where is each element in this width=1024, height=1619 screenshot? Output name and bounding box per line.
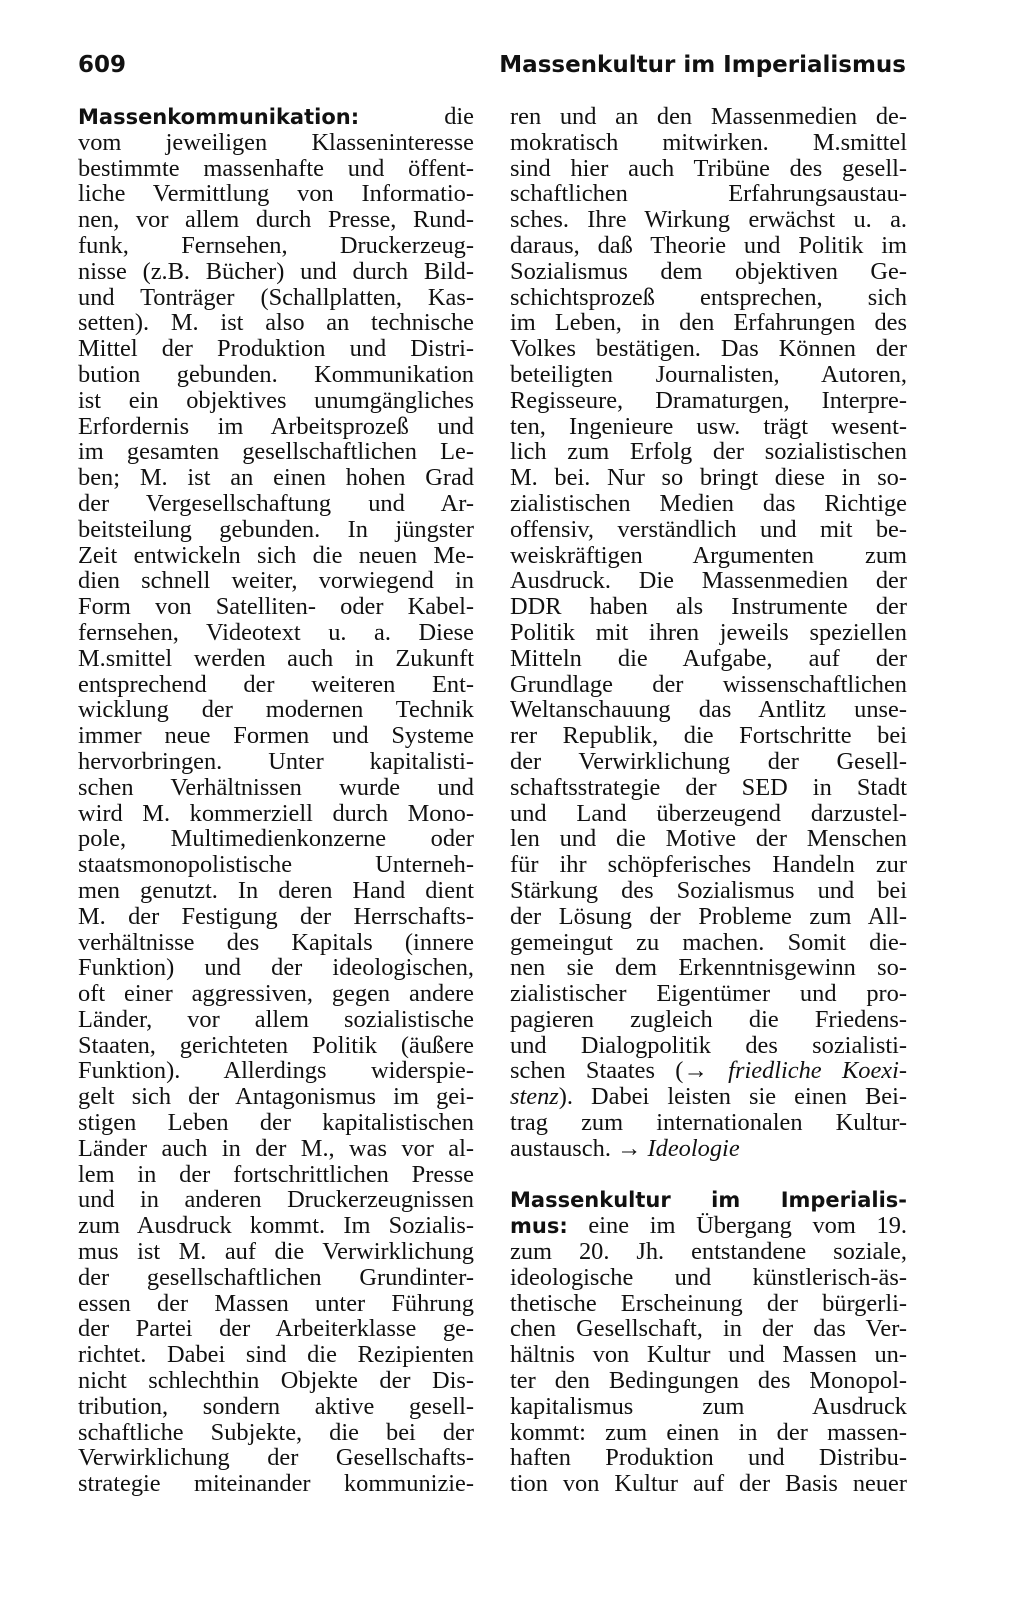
text-line: schaftliche Subjekte, die bei der bbox=[78, 1418, 474, 1446]
text-line: offensiv, verständlich und mit be- bbox=[510, 515, 907, 543]
headword-massenkultur-end: mus: bbox=[510, 1214, 568, 1239]
text-line: Mitteln die Aufgabe, auf der bbox=[510, 644, 907, 672]
text-line: nen, vor allem durch Presse, Rund- bbox=[78, 206, 474, 234]
text-line: M.smittel werden auch in Zukunft bbox=[78, 644, 474, 672]
text-line: chen Gesellschaft, in der das Ver- bbox=[510, 1315, 907, 1343]
text-line: und in anderen Druckerzeugnissen bbox=[78, 1186, 474, 1214]
text-line: zum 20. Jh. entstandene soziale, bbox=[510, 1238, 907, 1266]
cross-reference-koexistenz-end: stenz bbox=[510, 1083, 559, 1111]
text-line: ter den Bedingungen des Monopol- bbox=[510, 1367, 907, 1395]
text-line: Verwirklichung der Gesellschafts- bbox=[78, 1444, 474, 1472]
text-line: sches. Ihre Wirkung erwächst u. a. bbox=[510, 206, 907, 234]
arrow-icon: → bbox=[683, 1057, 708, 1085]
text-line: kommt: zum einen in der massen- bbox=[510, 1418, 907, 1446]
running-head: Massenkultur im Imperialismus bbox=[499, 52, 906, 78]
text-line: stenz). Dabei leisten sie einen Bei- bbox=[510, 1083, 907, 1111]
text-line: staatsmonopolistische Unterneh- bbox=[78, 851, 474, 879]
text-line: zialistischer Eigentümer und pro- bbox=[510, 980, 907, 1008]
text-line: der Lösung der Probleme zum All- bbox=[510, 902, 907, 930]
text-line: zum Ausdruck kommt. Im Sozialis- bbox=[78, 1212, 474, 1240]
text-line: Ausdruck. Die Massenmedien der bbox=[510, 567, 907, 595]
text-line: bution gebunden. Kommunikation bbox=[78, 360, 474, 388]
text-line: wird M. kommerziell durch Mono- bbox=[78, 799, 474, 827]
text-line: nicht schlechthin Objekte der Dis- bbox=[78, 1367, 474, 1395]
text-line: für ihr schöpferisches Handeln zur bbox=[510, 851, 907, 879]
text-line: schaftlichen Erfahrungsaustau- bbox=[510, 180, 907, 208]
text-line: bestimmte massenhafte und öffent- bbox=[78, 154, 474, 182]
text-line: Weltanschauung das Antlitz unse- bbox=[510, 696, 907, 724]
text-line: ist ein objektives unumgängliches bbox=[78, 386, 474, 414]
text-line: der Partei der Arbeiterklasse ge- bbox=[78, 1315, 474, 1343]
text-line: thetische Erscheinung der bürgerli- bbox=[510, 1289, 907, 1317]
text-line: austausch. → Ideologie bbox=[510, 1134, 740, 1162]
text-line: nen sie dem Erkenntnisgewinn so- bbox=[510, 954, 907, 982]
text-line: liche Vermittlung von Informatio- bbox=[78, 180, 474, 208]
text-line: Erfordernis im Arbeitsprozeß und bbox=[78, 412, 474, 440]
text-line: Stärkung des Sozialismus und bei bbox=[510, 876, 907, 904]
text-line: tribution, sondern aktive gesell- bbox=[78, 1392, 474, 1420]
text-line: stigen Leben der kapitalistischen bbox=[78, 1109, 474, 1137]
text-line: strategie miteinander kommunizie- bbox=[78, 1470, 474, 1498]
text-line: pagieren zugleich die Friedens- bbox=[510, 1005, 907, 1033]
headword-massenkommunikation: Massenkommunikation: bbox=[78, 105, 360, 129]
entry-body-right bbox=[510, 104, 907, 1058]
entry-separator bbox=[510, 1162, 907, 1188]
text-line: beitsteilung gebunden. In jüngster bbox=[78, 515, 474, 543]
text-line: Politik mit ihren jeweils speziellen bbox=[510, 618, 907, 646]
text-line: Funktion) und der ideologischen, bbox=[78, 954, 474, 982]
text-line: Grundlage der wissenschaftlichen bbox=[510, 670, 907, 698]
page-number: 609 bbox=[78, 52, 127, 78]
text-line: Regisseure, Dramaturgen, Interpre- bbox=[510, 386, 907, 414]
text-line: richtet. Dabei sind die Rezipienten bbox=[78, 1341, 474, 1369]
text-line: dien schnell weiter, vorwiegend in bbox=[78, 567, 474, 595]
text-line: fernsehen, Videotext u. a. Diese bbox=[78, 618, 474, 646]
text-line: rer Republik, die Fortschritte bei bbox=[510, 722, 907, 750]
text-line: und Land überzeugend darzustel- bbox=[510, 799, 907, 827]
text-line: im Leben, in den Erfahrungen des bbox=[510, 309, 907, 337]
text-line: DDR haben als Instrumente der bbox=[510, 593, 907, 621]
text-line: M. der Festigung der Herrschafts- bbox=[78, 902, 474, 930]
text-line: nisse (z.B. Bücher) und durch Bild- bbox=[78, 257, 474, 285]
text-line: schen Verhältnissen wurde und bbox=[78, 773, 474, 801]
text-line: der Vergesellschaftung und Ar- bbox=[78, 489, 474, 517]
text-line: vom jeweiligen Klasseninteresse bbox=[78, 128, 474, 156]
right-column bbox=[510, 104, 907, 1497]
entry2-first-line bbox=[510, 1187, 907, 1213]
text-line: im gesamten gesellschaftlichen Le- bbox=[78, 438, 474, 466]
text-line: hervorbringen. Unter kapitalisti- bbox=[78, 747, 474, 775]
text-line: ideologische und künstlerisch-äs- bbox=[510, 1263, 907, 1291]
text-line: wicklung der modernen Technik bbox=[78, 696, 474, 724]
text-line: Staaten, gerichteten Politik (äußere bbox=[78, 1031, 474, 1059]
entry2-body bbox=[510, 1239, 907, 1497]
text-line: Volkes bestätigen. Das Können der bbox=[510, 335, 907, 363]
text-line: gelt sich der Antagonismus im gei- bbox=[78, 1083, 474, 1111]
text-line: haften Produktion und Distribu- bbox=[510, 1444, 907, 1472]
text-line: schaftsstrategie der SED in Stadt bbox=[510, 773, 907, 801]
text-line: essen der Massen unter Führung bbox=[78, 1289, 474, 1317]
text-line: Zeit entwickeln sich die neuen Me- bbox=[78, 541, 474, 569]
cross-reference-friedliche-koexistenz: friedliche Koexi- bbox=[728, 1057, 907, 1085]
text-line: oft einer aggressiven, gegen andere bbox=[78, 980, 474, 1008]
page-header bbox=[78, 52, 906, 92]
text-line: Funktion). Allerdings widerspie- bbox=[78, 1057, 474, 1085]
headword-massenkultur: Massenkultur im Imperialis- bbox=[510, 1188, 907, 1213]
text-line: Länder auch in der M., was vor al- bbox=[78, 1134, 474, 1162]
text-line: Sozialismus dem objektiven Ge- bbox=[510, 257, 907, 285]
left-column bbox=[78, 104, 474, 1497]
text-line: Form von Satelliten- oder Kabel- bbox=[78, 593, 474, 621]
entry2-second-line: mus: eine im Übergang vom 19. bbox=[510, 1212, 907, 1240]
text-line: sind hier auch Tribüne des gesell- bbox=[510, 154, 907, 182]
text-line: setten). M. ist also an technische bbox=[78, 309, 474, 337]
text-line: funk, Fernsehen, Druckerzeug- bbox=[78, 231, 474, 259]
text-line: kapitalismus zum Ausdruck bbox=[510, 1392, 907, 1420]
text-line: lem in der fortschrittlichen Presse bbox=[78, 1160, 474, 1188]
text-line: pole, Multimedienkonzerne oder bbox=[78, 825, 474, 853]
text-line: und Tonträger (Schallplatten, Kas- bbox=[78, 283, 474, 311]
text-line: lich zum Erfolg der sozialistischen bbox=[510, 438, 907, 466]
text-line: immer neue Formen und Systeme bbox=[78, 722, 474, 750]
text-line: gemeingut zu machen. Somit die- bbox=[510, 928, 907, 956]
text-line: daraus, daß Theorie und Politik im bbox=[510, 231, 907, 259]
text-line: Länder, vor allem sozialistische bbox=[78, 1005, 474, 1033]
text-line: schen Staates (→ friedliche Koexi- bbox=[510, 1057, 907, 1085]
text-line: und Dialogpolitik des sozialisti- bbox=[510, 1031, 907, 1059]
text-line: verhältnisse des Kapitals (innere bbox=[78, 928, 474, 956]
text-line: ben; M. ist an einen hohen Grad bbox=[78, 464, 474, 492]
text-line: len und die Motive der Menschen bbox=[510, 825, 907, 853]
text-line: hältnis von Kultur und Massen un- bbox=[510, 1341, 907, 1369]
text-line: mus ist M. auf die Verwirklichung bbox=[78, 1238, 474, 1266]
text-line: entsprechend der weiteren Ent- bbox=[78, 670, 474, 698]
text-line: weiskräftigen Argumenten zum bbox=[510, 541, 907, 569]
text-line: mokratisch mitwirken. M.smittel bbox=[510, 128, 907, 156]
text-line: ten, Ingenieure usw. trägt wesent- bbox=[510, 412, 907, 440]
text-line: men genutzt. In deren Hand dient bbox=[78, 876, 474, 904]
text-line: M. bei. Nur so bringt diese in so- bbox=[510, 464, 907, 492]
text-line: ren und an den Massenmedien de- bbox=[510, 103, 907, 130]
entry-body-left bbox=[78, 130, 474, 1497]
text-line: tion von Kultur auf der Basis neuer bbox=[510, 1470, 907, 1498]
cross-reference-ideologie: Ideologie bbox=[647, 1134, 740, 1162]
text-line: beteiligten Journalisten, Autoren, bbox=[510, 360, 907, 388]
text-line: Mittel der Produktion und Distri- bbox=[78, 335, 474, 363]
text-line: der Verwirklichung der Gesell- bbox=[510, 747, 907, 775]
text-line: trag zum internationalen Kultur- bbox=[510, 1109, 907, 1137]
text-line: schichtsprozeß entsprechen, sich bbox=[510, 283, 907, 311]
text-line: zialistischen Medien das Richtige bbox=[510, 489, 907, 517]
arrow-icon: → bbox=[617, 1134, 642, 1162]
entry-first-line: Massenkommunikation: die bbox=[78, 103, 474, 130]
text-line: der gesellschaftlichen Grundinter- bbox=[78, 1263, 474, 1291]
